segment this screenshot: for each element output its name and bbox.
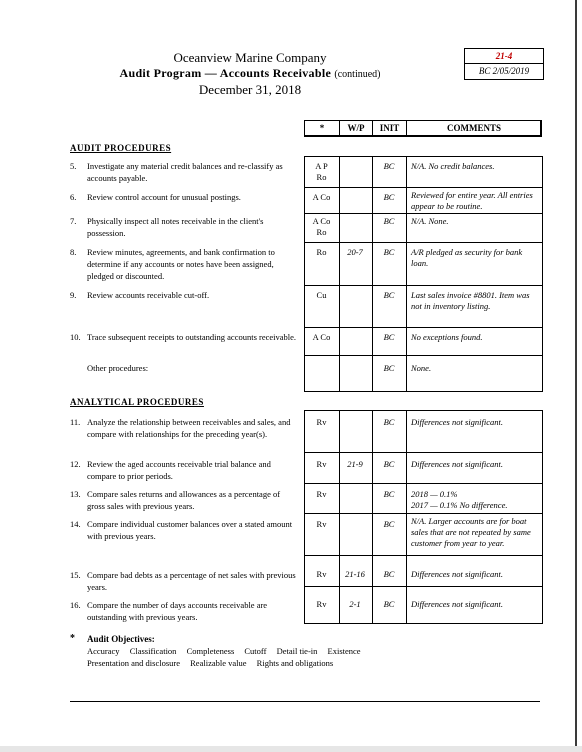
comment: Differences not significant.: [411, 459, 503, 469]
procedure-number: 10.: [70, 332, 81, 342]
wp-reference: 20-7: [347, 247, 363, 257]
row-divider: [305, 483, 542, 484]
procedure-number: 13.: [70, 489, 81, 499]
objective-code: Rv: [316, 599, 327, 609]
initials: BC: [383, 216, 395, 226]
initials: BC: [383, 417, 395, 427]
col-divider: [372, 411, 373, 623]
procedure-number: 6.: [70, 192, 77, 202]
procedure-number: 16.: [70, 600, 81, 610]
procedure-description: Compare the number of days accounts receivable are outstanding with previous years.: [87, 600, 268, 622]
row-divider: [305, 452, 542, 453]
company-name: Oceanview Marine Company: [173, 50, 327, 65]
reference-initials-date: BC 2/05/2019: [478, 66, 530, 76]
column-header-row: [304, 120, 542, 137]
objective-item: Realizable value: [190, 658, 247, 668]
col-header-wp: W/P: [347, 123, 365, 133]
objective-code: Ro: [316, 247, 327, 257]
col-header-comments: COMMENTS: [447, 123, 501, 133]
row-divider: [305, 355, 542, 356]
objective-code: A P Ro: [315, 161, 328, 182]
program-date: December 31, 2018: [198, 82, 302, 97]
comment: Differences not significant.: [411, 417, 503, 427]
initials: BC: [383, 247, 395, 257]
row-divider: [305, 213, 542, 214]
window-border-bottom: [0, 746, 582, 752]
comment: 2018 — 0.1% 2017 — 0.1% No difference.: [411, 489, 508, 510]
objectives-line-1: [87, 646, 369, 656]
comment: Differences not significant.: [411, 599, 503, 609]
objective-code: Rv: [316, 417, 327, 427]
procedure-number: 14.: [70, 519, 81, 529]
procedure-description: Other procedures:: [87, 363, 149, 373]
procedure-description: Trace subsequent receipts to outstanding accounts receivable.: [87, 332, 297, 342]
procedure-description: Review minutes, agreements, and bank confirmation to determine if any accounts or notes have been assigned, pledged or discounted.: [87, 247, 275, 281]
procedure-number: 7.: [70, 216, 77, 226]
initials: BC: [383, 489, 395, 499]
initials: BC: [383, 363, 395, 373]
procedure-description: Compare sales returns and allowances as a percentage of gross sales with previous years.: [87, 489, 281, 511]
row-divider: [305, 327, 542, 328]
objective-code: A Co Ro: [312, 216, 331, 237]
comment: N/A. No credit balances.: [411, 161, 495, 171]
procedure-description: Review accounts receivable cut-off.: [87, 290, 210, 300]
row-divider: [305, 285, 542, 286]
procedure-description: Review the aged accounts receivable trial balance and compare to prior periods.: [87, 459, 271, 481]
comment: A/R pledged as security for bank loan.: [411, 247, 523, 268]
objectives-star: *: [70, 633, 75, 644]
comment: No exceptions found.: [411, 332, 483, 342]
wp-reference: 21-9: [347, 459, 363, 469]
procedure-description: Review control account for unusual postings.: [87, 192, 241, 202]
comment: Last sales invoice #8801. Item was not in inventory listing.: [411, 290, 530, 311]
procedure-description: Physically inspect all notes receivable in the client's possession.: [87, 216, 264, 238]
comment: None.: [411, 363, 432, 373]
procedure-number: 15.: [70, 570, 81, 580]
objective-item: Accuracy: [87, 646, 120, 656]
procedure-description: Analyze the relationship between receivables and sales, and compare with relationships for the preceding year(s).: [87, 417, 291, 439]
initials: BC: [383, 599, 395, 609]
footer-rule: [70, 701, 540, 702]
objective-code: A Co: [312, 332, 331, 342]
comment: Reviewed for entire year. All entries appear to be routine.: [411, 190, 533, 211]
objective-item: Existence: [327, 646, 361, 656]
comment: Differences not significant.: [411, 569, 503, 579]
col-header-star: *: [319, 123, 325, 133]
objective-code: Rv: [316, 519, 327, 529]
comment: N/A. Larger accounts are for boat sales that are not repeated by same customer from year to year.: [411, 516, 531, 548]
initials: BC: [383, 519, 395, 529]
objective-code: Rv: [316, 569, 327, 579]
continued-label: (continued): [334, 69, 381, 80]
objective-code: Rv: [316, 459, 327, 469]
procedure-description: Compare individual customer balances over a stated amount with previous years.: [87, 519, 293, 541]
row-divider: [305, 187, 542, 188]
col-divider: [339, 411, 340, 623]
row-divider: [305, 555, 542, 556]
initials: BC: [383, 192, 395, 202]
objective-item: Rights and obligations: [256, 658, 334, 668]
procedure-description: Investigate any material credit balances and re-classify as accounts payable.: [87, 161, 283, 183]
col-header-init: INIT: [379, 123, 400, 133]
initials: BC: [383, 332, 395, 342]
procedure-description: Compare bad debts as a percentage of net sales with previous years.: [87, 570, 296, 592]
initials: BC: [383, 161, 395, 171]
procedure-number: 9.: [70, 290, 77, 300]
initials: BC: [383, 459, 395, 469]
objectives-title: Audit Objectives:: [87, 634, 155, 644]
program-title: [0, 66, 500, 81]
objective-item: Presentation and disclosure: [87, 658, 181, 668]
window-border-right: [575, 0, 577, 752]
procedure-number: 12.: [70, 459, 81, 469]
initials: BC: [383, 569, 395, 579]
analytical-procedures-heading: ANALYTICAL PROCEDURES: [70, 397, 204, 407]
reference-number: 21-4: [465, 49, 543, 64]
procedure-number: 11.: [70, 417, 81, 427]
procedure-number: 5.: [70, 161, 77, 171]
objective-code: A Co: [312, 192, 331, 202]
objective-item: Cutoff: [244, 646, 267, 656]
comment: N/A. None.: [411, 216, 449, 226]
row-divider: [305, 513, 542, 514]
objective-item: Detail tie-in: [276, 646, 318, 656]
initials: BC: [383, 290, 395, 300]
audit-procedures-heading: AUDIT PROCEDURES: [70, 143, 172, 153]
procedure-number: 8.: [70, 247, 77, 257]
row-divider: [305, 242, 542, 243]
objective-item: Completeness: [186, 646, 235, 656]
row-divider: [305, 586, 542, 587]
objective-code: Cu: [316, 290, 327, 300]
objective-code: Rv: [316, 489, 327, 499]
reference-box: [464, 48, 544, 80]
objective-item: Classification: [129, 646, 177, 656]
col-divider: [406, 411, 407, 623]
program-title-text: Audit Program — Accounts Receivable: [119, 66, 332, 80]
wp-reference: 21-16: [345, 569, 365, 579]
objectives-line-2: [87, 658, 341, 668]
wp-reference: 2-1: [349, 599, 361, 609]
